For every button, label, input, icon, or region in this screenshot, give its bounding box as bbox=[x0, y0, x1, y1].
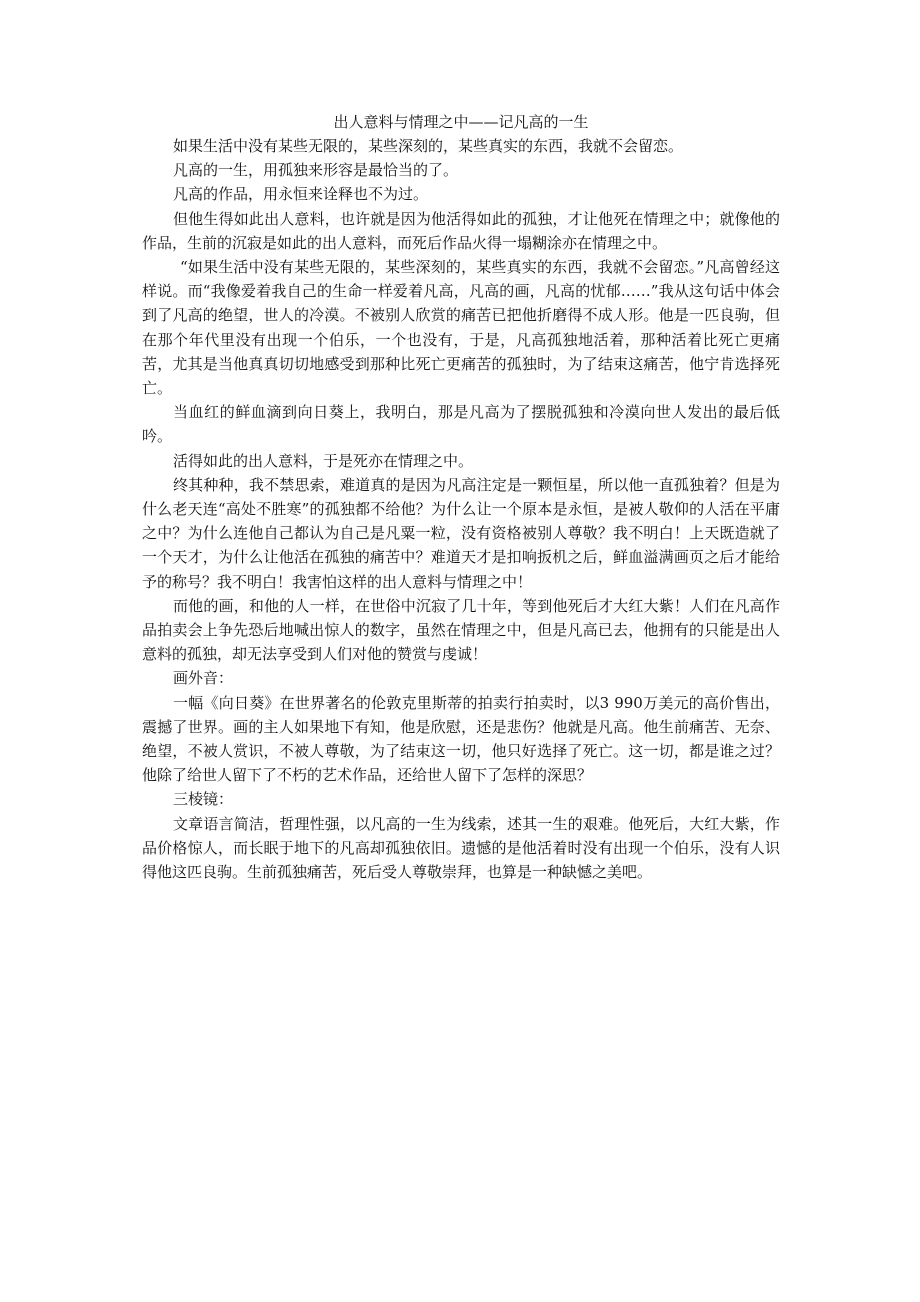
document-title: 出人意料与情理之中——记凡高的一生 bbox=[333, 113, 589, 131]
paragraph: 凡高的一生，用孤独来形容是最恰当的了。 bbox=[173, 161, 459, 180]
paragraph: 文章语言简洁，哲理性强，以凡高的一生为线索，述其一生的艰难。他死后，大红大紫，作品价格惊人，而长眠于地下的凡高却孤独依旧。遗憾的是他活着时没有出现一个伯乐，没有人识得他这匹良驹。生前孤独痛苦，死后受人尊敬崇拜，也算是一种缺憾之美吧。 bbox=[142, 814, 780, 882]
paragraph: “如果生活中没有某些无限的，某些深刻的，某些真实的东西，我就不会留恋。”凡高曾经这样说。而“我像爱着我自己的生命一样爱着凡高，凡高的画，凡高的忧郁……”我从这句话中体会到了凡高的绝望，世人的冷漠。不被别人欣赏的痛苦已把他折磨得不成人形。他是一匹良驹，但在那个年代里没有出现一个伯乐，一个也没有，于是，凡高孤独地活着，那种活着比死亡更痛苦，尤其是当他真真切切地感受到那种比死亡更痛苦的孤独时，为了结束这痛苦，他宁肯选择死亡。 bbox=[142, 258, 780, 398]
paragraph: 而他的画，和他的人一样，在世俗中沉寂了几十年，等到他死后才大红大紫！人们在凡高作品拍卖会上争先恐后地喊出惊人的数字，虽然在情理之中，但是凡高已去，他拥有的只能是出人意料的孤独，却无法享受到人们对他的赞赏与虔诚！ bbox=[142, 596, 780, 664]
section-label-outside-voice: 画外音： bbox=[173, 669, 234, 688]
paragraph: 一幅《向日葵》在世界著名的伦敦克里斯蒂的拍卖行拍卖时，以3 990万美元的高价售出，震撼了世界。画的主人如果地下有知，他是欣慰，还是悲伤？他就是凡高。他生前痛苦、无奈、绝望，不被人赏识，不被人尊敬，为了结束这一切，他只好选择了死亡。这一切，都是谁之过？他除了给世人留下了不朽的艺术作品，还给世人留下了怎样的深思？ bbox=[142, 693, 780, 785]
paragraph: 当血红的鲜血滴到向日葵上，我明白，那是凡高为了摆脱孤独和冷漠向世人发出的最后低吟。 bbox=[142, 403, 780, 446]
paragraph: 终其种种，我不禁思索，难道真的是因为凡高注定是一颗恒星，所以他一直孤独着？但是为什么老天连“高处不胜寒”的孤独都不给他？为什么让一个原本是永恒，是被人敬仰的人活在平庸之中？为什么连他自己都认为自己是凡粟一粒，没有资格被别人尊敬？我不明白！上天既造就了一个天才，为什么让他活在孤独的痛苦中？难道天才是扣响扳机之后，鲜血溢满画页之后才能给予的称号？我不明白！我害怕这样的出人意料与情理之中！ bbox=[142, 475, 780, 591]
paragraph: 但他生得如此出人意料，也许就是因为他活得如此的孤独，才让他死在情理之中；就像他的作品，生前的沉寂是如此的出人意料，而死后作品火得一塌糊涂亦在情理之中。 bbox=[142, 209, 780, 252]
section-label-prism: 三棱镜： bbox=[173, 790, 234, 809]
paragraph: 凡高的作品，用永恒来诠释也不为过。 bbox=[173, 185, 429, 204]
paragraph: 活得如此的出人意料，于是死亦在情理之中。 bbox=[173, 451, 474, 470]
document-page bbox=[142, 110, 780, 884]
paragraph: 如果生活中没有某些无限的，某些深刻的，某些真实的东西，我就不会留恋。 bbox=[173, 137, 684, 155]
